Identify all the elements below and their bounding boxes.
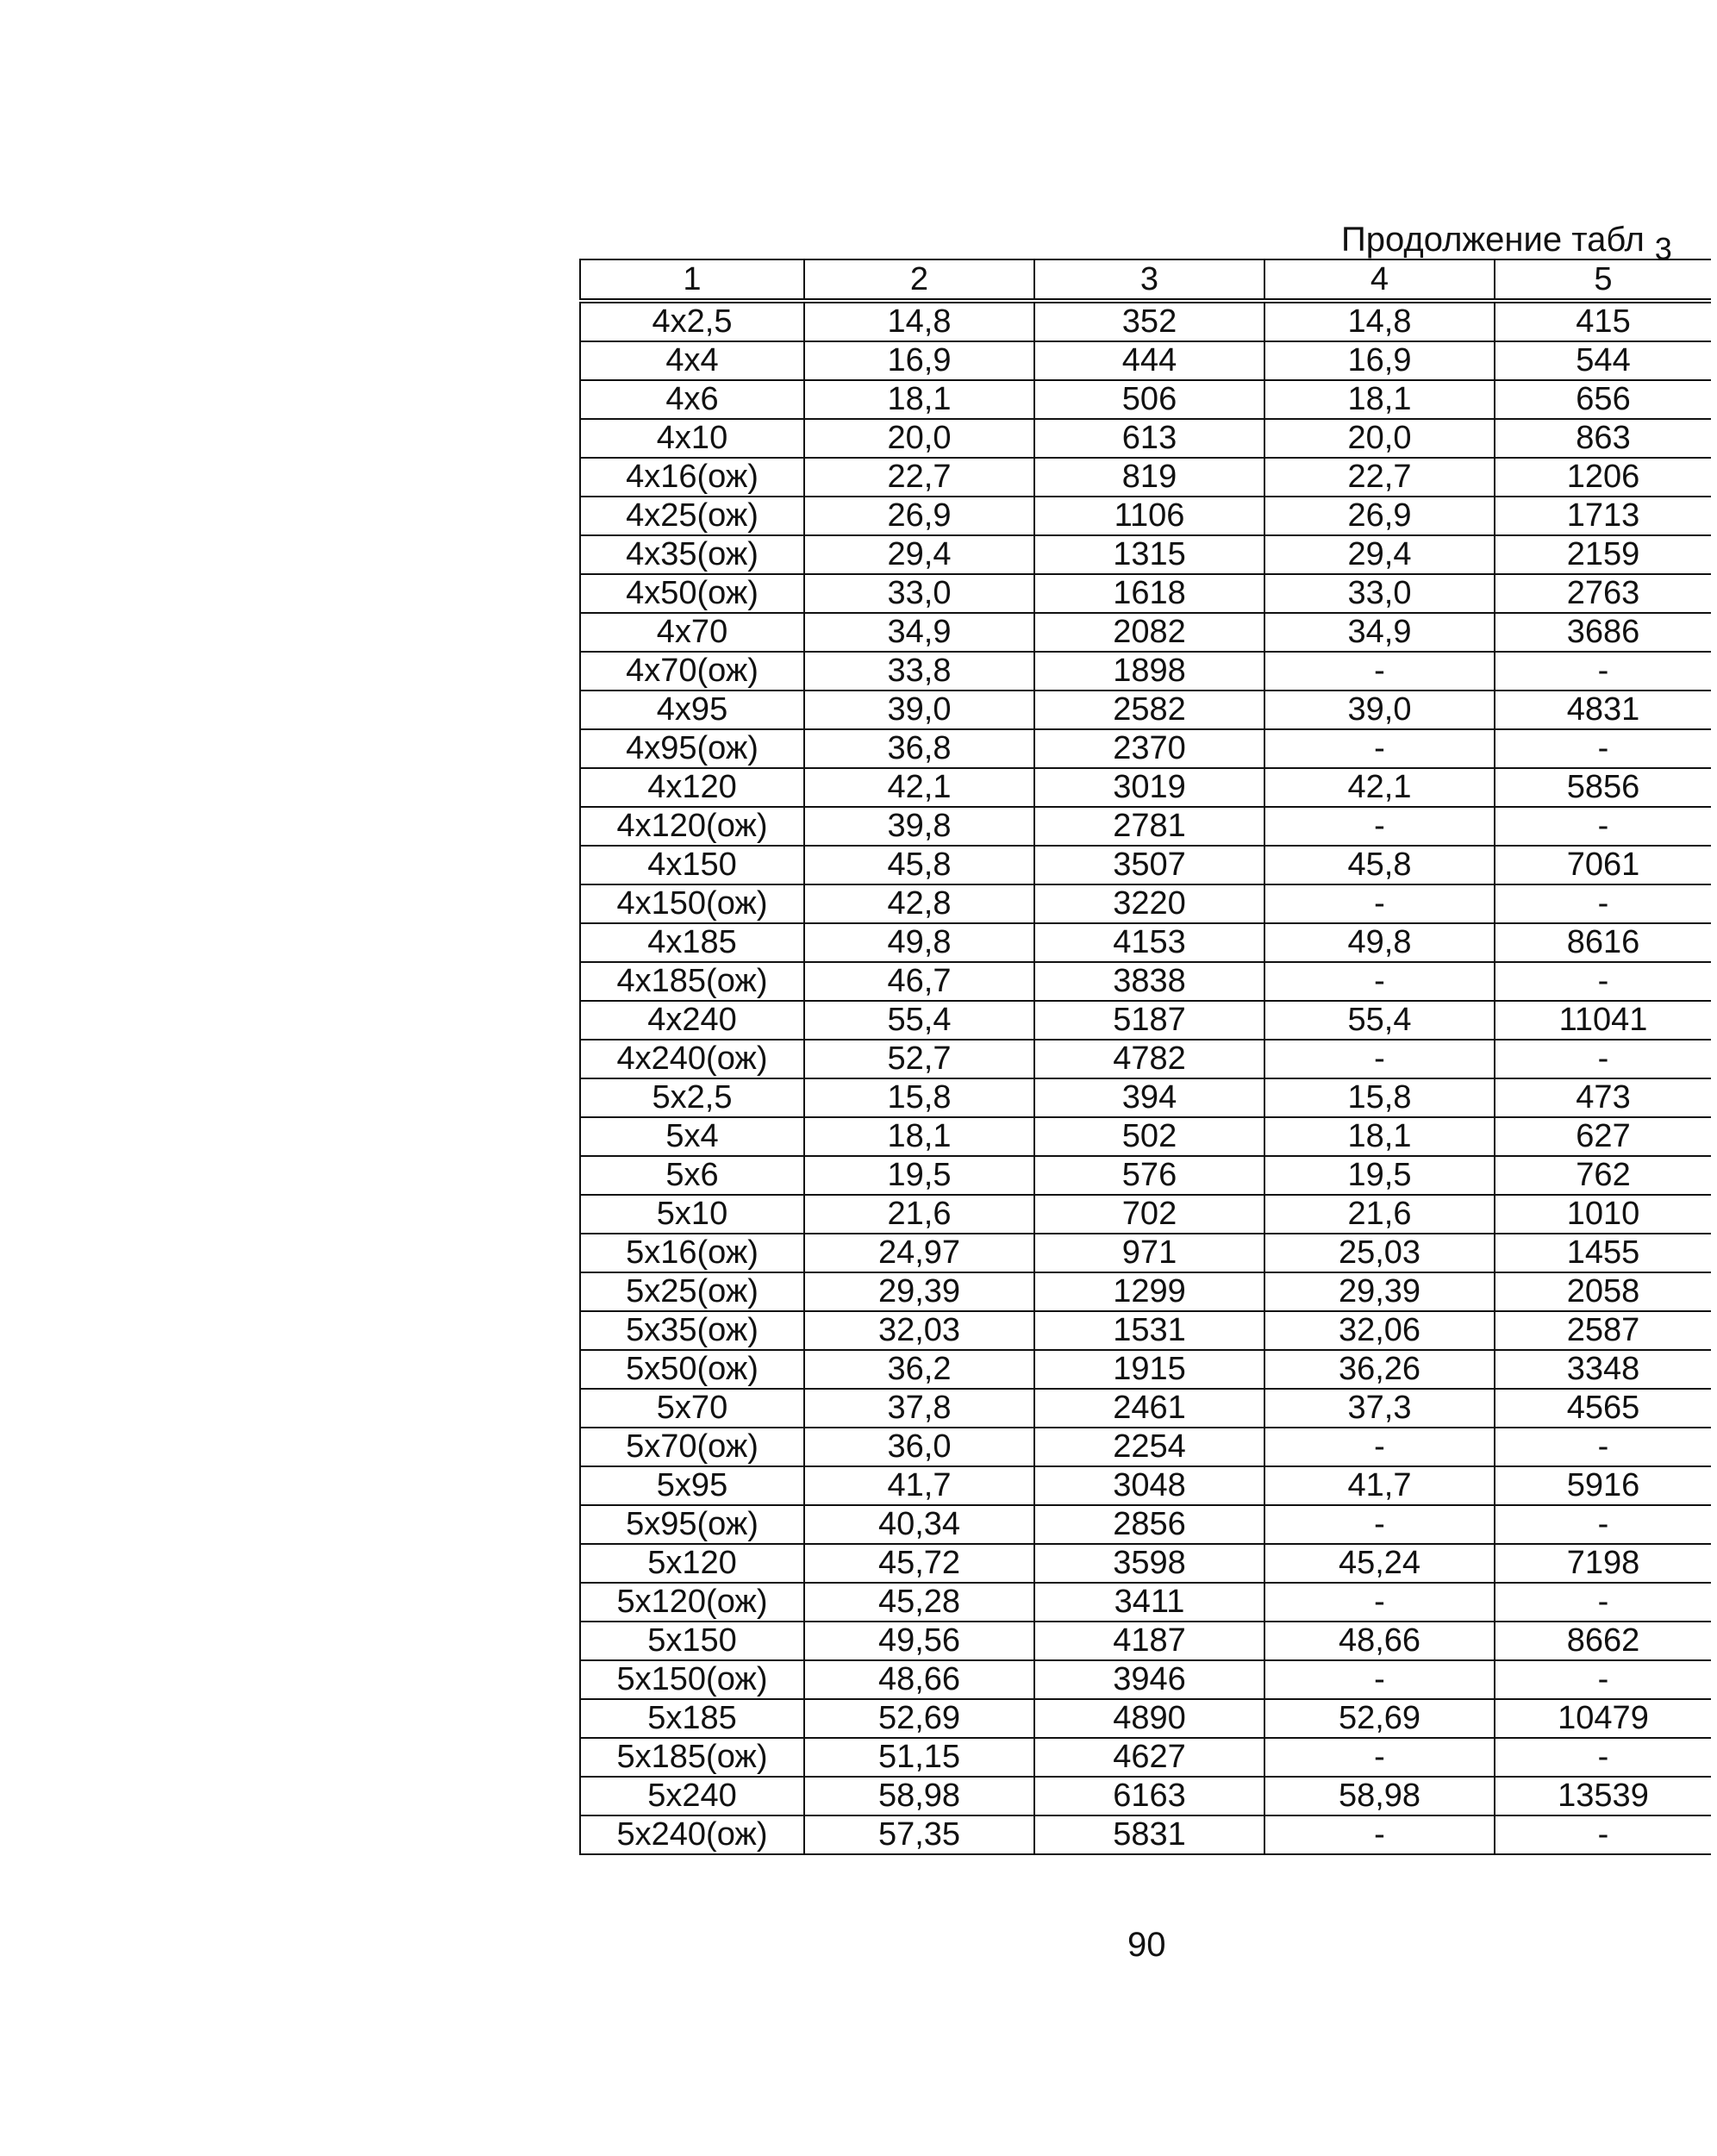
table-cell: 4x150(ож): [580, 884, 804, 923]
table-row: [580, 768, 1711, 807]
table-cell: -: [1264, 729, 1495, 768]
table-cell: 45,8: [1264, 846, 1495, 884]
table-cell: 3507: [1034, 846, 1264, 884]
table-cell: 5856: [1495, 768, 1711, 807]
table-cell: 40,34: [804, 1505, 1034, 1544]
table-cell: 45,72: [804, 1544, 1034, 1583]
table-row: [580, 1078, 1711, 1117]
table-row: [580, 613, 1711, 652]
table-cell: 49,8: [804, 923, 1034, 962]
table-row: [580, 497, 1711, 535]
table-cell: 2159: [1495, 535, 1711, 574]
table-cell: 4x120: [580, 768, 804, 807]
table-row: [580, 1428, 1711, 1466]
table-cell: 3019: [1034, 768, 1264, 807]
table-cell: -: [1264, 1505, 1495, 1544]
table-cell: 5x70(ож): [580, 1428, 804, 1466]
table-cell: -: [1495, 1428, 1711, 1466]
table-cell: -: [1495, 652, 1711, 691]
table-cell: 2058: [1495, 1272, 1711, 1311]
table-row: [580, 1699, 1711, 1738]
table-cell: -: [1264, 1040, 1495, 1078]
table-header: [580, 259, 1711, 301]
table-cell: 656: [1495, 380, 1711, 419]
table-caption: [1341, 219, 1672, 266]
table-cell: -: [1495, 1505, 1711, 1544]
table-cell: 29,39: [1264, 1272, 1495, 1311]
table-row: [580, 1583, 1711, 1622]
table-cell: 4x2,5: [580, 301, 804, 341]
table-row: [580, 1040, 1711, 1078]
table-cell: 2370: [1034, 729, 1264, 768]
table-row: [580, 341, 1711, 380]
table-cell: 5x240(ож): [580, 1815, 804, 1854]
table-cell: -: [1264, 884, 1495, 923]
table-cell: -: [1264, 962, 1495, 1001]
table-cell: 29,4: [1264, 535, 1495, 574]
header-cell-1: 1: [580, 259, 804, 301]
table-cell: 544: [1495, 341, 1711, 380]
table-cell: 18,1: [1264, 1117, 1495, 1156]
table-cell: 5x10: [580, 1195, 804, 1234]
table-cell: 34,9: [804, 613, 1034, 652]
table-cell: 3411: [1034, 1583, 1264, 1622]
table-cell: 39,0: [1264, 691, 1495, 729]
table-cell: 502: [1034, 1117, 1264, 1156]
table-cell: 20,0: [804, 419, 1034, 458]
table-row: [580, 380, 1711, 419]
table-cell: 52,69: [804, 1699, 1034, 1738]
table-cell: 52,7: [804, 1040, 1034, 1078]
table-cell: 4x240(ож): [580, 1040, 804, 1078]
table-cell: 394: [1034, 1078, 1264, 1117]
table-cell: 2582: [1034, 691, 1264, 729]
table-cell: -: [1495, 729, 1711, 768]
table-cell: 4565: [1495, 1389, 1711, 1428]
table-cell: 5916: [1495, 1466, 1711, 1505]
table-cell: 1618: [1034, 574, 1264, 613]
table-cell: 1455: [1495, 1234, 1711, 1272]
table-cell: 21,6: [804, 1195, 1034, 1234]
table-cell: 1010: [1495, 1195, 1711, 1234]
table-cell: -: [1264, 1815, 1495, 1854]
table-cell: 7198: [1495, 1544, 1711, 1583]
table-cell: 5x35(ож): [580, 1311, 804, 1350]
table-cell: -: [1264, 1738, 1495, 1777]
table-cell: 14,8: [1264, 301, 1495, 341]
table-cell: 32,06: [1264, 1311, 1495, 1350]
table-cell: -: [1495, 1738, 1711, 1777]
table-cell: 8662: [1495, 1622, 1711, 1660]
table-cell: 37,3: [1264, 1389, 1495, 1428]
table-cell: -: [1495, 807, 1711, 846]
table-cell: 7061: [1495, 846, 1711, 884]
table-cell: -: [1495, 1583, 1711, 1622]
table-cell: -: [1264, 1660, 1495, 1699]
table-cell: 14,8: [804, 301, 1034, 341]
table-cell: 3946: [1034, 1660, 1264, 1699]
table-row: [580, 1234, 1711, 1272]
table-cell: 4x4: [580, 341, 804, 380]
table-cell: 36,0: [804, 1428, 1034, 1466]
table-cell: 5x6: [580, 1156, 804, 1195]
table-row: [580, 1350, 1711, 1389]
table-cell: 4x50(ож): [580, 574, 804, 613]
table-row: [580, 535, 1711, 574]
table-row: [580, 1156, 1711, 1195]
table-row: [580, 1815, 1711, 1854]
table-cell: -: [1264, 1583, 1495, 1622]
table-row: [580, 1505, 1711, 1544]
table-cell: 20,0: [1264, 419, 1495, 458]
table-cell: 762: [1495, 1156, 1711, 1195]
table-cell: 1531: [1034, 1311, 1264, 1350]
table-caption-text: Продолжение табл: [1341, 221, 1645, 259]
table-row: [580, 1195, 1711, 1234]
header-row: [580, 259, 1711, 301]
table-cell: 4831: [1495, 691, 1711, 729]
page-number: 90: [1127, 1926, 1166, 1964]
table-cell: 2082: [1034, 613, 1264, 652]
table-cell: -: [1495, 884, 1711, 923]
table-row: [580, 1117, 1711, 1156]
table-cell: 33,8: [804, 652, 1034, 691]
table-row: [580, 923, 1711, 962]
table-cell: 5x16(ож): [580, 1234, 804, 1272]
table-cell: 58,98: [804, 1777, 1034, 1815]
table-cell: -: [1495, 962, 1711, 1001]
table-cell: 3048: [1034, 1466, 1264, 1505]
table-cell: -: [1264, 1428, 1495, 1466]
table-cell: 33,0: [804, 574, 1034, 613]
table-cell: 4x25(ож): [580, 497, 804, 535]
table-cell: 51,15: [804, 1738, 1034, 1777]
table-cell: 415: [1495, 301, 1711, 341]
table-cell: 2763: [1495, 574, 1711, 613]
table-row: [580, 458, 1711, 497]
table-cell: 1206: [1495, 458, 1711, 497]
table-cell: 5x70: [580, 1389, 804, 1428]
table-row: [580, 301, 1711, 341]
table-cell: 1898: [1034, 652, 1264, 691]
table-cell: 29,4: [804, 535, 1034, 574]
table-cell: 5x185(ож): [580, 1738, 804, 1777]
table-cell: 2461: [1034, 1389, 1264, 1428]
table-cell: 41,7: [1264, 1466, 1495, 1505]
table-cell: 4x240: [580, 1001, 804, 1040]
header-cell-4: 4: [1264, 259, 1495, 301]
table-row: [580, 1777, 1711, 1815]
header-cell-5: 5: [1495, 259, 1711, 301]
table-cell: 971: [1034, 1234, 1264, 1272]
table-cell: 5x240: [580, 1777, 804, 1815]
table-cell: 34,9: [1264, 613, 1495, 652]
table-cell: 45,8: [804, 846, 1034, 884]
table-cell: 4x10: [580, 419, 804, 458]
table-cell: 1713: [1495, 497, 1711, 535]
table-cell: 4x16(ож): [580, 458, 804, 497]
table-cell: 4x6: [580, 380, 804, 419]
table-caption-number: 3: [1654, 231, 1672, 266]
table-row: [580, 1311, 1711, 1350]
table-cell: 1299: [1034, 1272, 1264, 1311]
table-cell: 5x95(ож): [580, 1505, 804, 1544]
table-cell: 13539: [1495, 1777, 1711, 1815]
table-cell: 52,69: [1264, 1699, 1495, 1738]
table-cell: 352: [1034, 301, 1264, 341]
table-cell: 46,7: [804, 962, 1034, 1001]
table-row: [580, 1738, 1711, 1777]
table-cell: 22,7: [1264, 458, 1495, 497]
table-cell: 11041: [1495, 1001, 1711, 1040]
table-row: [580, 729, 1711, 768]
table-cell: 41,7: [804, 1466, 1034, 1505]
table-cell: 4782: [1034, 1040, 1264, 1078]
table-cell: 49,8: [1264, 923, 1495, 962]
table-cell: 4890: [1034, 1699, 1264, 1738]
table-row: [580, 1660, 1711, 1699]
table-cell: 42,8: [804, 884, 1034, 923]
table-cell: 576: [1034, 1156, 1264, 1195]
table-cell: 57,35: [804, 1815, 1034, 1854]
table-cell: 4x70: [580, 613, 804, 652]
table-row: [580, 846, 1711, 884]
table-cell: 3220: [1034, 884, 1264, 923]
table-cell: 3838: [1034, 962, 1264, 1001]
table-row: [580, 691, 1711, 729]
table-cell: 49,56: [804, 1622, 1034, 1660]
table-cell: 22,7: [804, 458, 1034, 497]
table-cell: 2587: [1495, 1311, 1711, 1350]
table-cell: 36,26: [1264, 1350, 1495, 1389]
table-cell: 4x185(ож): [580, 962, 804, 1001]
table-body: [580, 301, 1711, 1854]
table-cell: 4x150: [580, 846, 804, 884]
table-cell: -: [1264, 807, 1495, 846]
table-cell: 819: [1034, 458, 1264, 497]
table-cell: 3598: [1034, 1544, 1264, 1583]
table-row: [580, 1466, 1711, 1505]
data-table: [579, 259, 1711, 1855]
table-row: [580, 652, 1711, 691]
table-row: [580, 1001, 1711, 1040]
table-cell: 36,2: [804, 1350, 1034, 1389]
header-cell-3: 3: [1034, 259, 1264, 301]
table-cell: 39,8: [804, 807, 1034, 846]
table-cell: -: [1495, 1660, 1711, 1699]
table-cell: 4x95(ож): [580, 729, 804, 768]
table-row: [580, 419, 1711, 458]
table-cell: 4x95: [580, 691, 804, 729]
table-cell: 627: [1495, 1117, 1711, 1156]
table-cell: 4153: [1034, 923, 1264, 962]
table-row: [580, 1622, 1711, 1660]
table-cell: 32,03: [804, 1311, 1034, 1350]
table-cell: 18,1: [804, 380, 1034, 419]
table-cell: 5x2,5: [580, 1078, 804, 1117]
table-cell: 613: [1034, 419, 1264, 458]
table-cell: 5x25(ож): [580, 1272, 804, 1311]
table-row: [580, 1544, 1711, 1583]
table-cell: 29,39: [804, 1272, 1034, 1311]
table-cell: 4x185: [580, 923, 804, 962]
table-cell: 10479: [1495, 1699, 1711, 1738]
table-cell: 3686: [1495, 613, 1711, 652]
table-row: [580, 1389, 1711, 1428]
table-cell: 2856: [1034, 1505, 1264, 1544]
table-cell: -: [1495, 1815, 1711, 1854]
table-cell: 33,0: [1264, 574, 1495, 613]
table-cell: 36,8: [804, 729, 1034, 768]
table-cell: 16,9: [804, 341, 1034, 380]
table-cell: 5x50(ож): [580, 1350, 804, 1389]
table-cell: 5x4: [580, 1117, 804, 1156]
table-cell: 42,1: [804, 768, 1034, 807]
table-cell: 2254: [1034, 1428, 1264, 1466]
table-cell: 19,5: [804, 1156, 1034, 1195]
table-cell: 55,4: [1264, 1001, 1495, 1040]
table-cell: 55,4: [804, 1001, 1034, 1040]
table-cell: 2781: [1034, 807, 1264, 846]
table-cell: 863: [1495, 419, 1711, 458]
table-cell: 42,1: [1264, 768, 1495, 807]
table-cell: 15,8: [1264, 1078, 1495, 1117]
table-cell: 45,28: [804, 1583, 1034, 1622]
table-row: [580, 884, 1711, 923]
table-cell: 6163: [1034, 1777, 1264, 1815]
table-cell: 26,9: [804, 497, 1034, 535]
table-cell: 37,8: [804, 1389, 1034, 1428]
table-row: [580, 1272, 1711, 1311]
table-cell: 4x120(ож): [580, 807, 804, 846]
table-cell: 5x150(ож): [580, 1660, 804, 1699]
table-cell: 5x120(ож): [580, 1583, 804, 1622]
table-cell: 444: [1034, 341, 1264, 380]
table-cell: 5x150: [580, 1622, 804, 1660]
table-cell: 18,1: [804, 1117, 1034, 1156]
table-cell: 1915: [1034, 1350, 1264, 1389]
table-cell: 24,97: [804, 1234, 1034, 1272]
table-cell: 39,0: [804, 691, 1034, 729]
table-cell: 1315: [1034, 535, 1264, 574]
table-cell: 21,6: [1264, 1195, 1495, 1234]
table-row: [580, 807, 1711, 846]
table-cell: 5187: [1034, 1001, 1264, 1040]
table-cell: 16,9: [1264, 341, 1495, 380]
table-cell: 3348: [1495, 1350, 1711, 1389]
table-cell: 473: [1495, 1078, 1711, 1117]
table-cell: 5x95: [580, 1466, 804, 1505]
table-cell: 19,5: [1264, 1156, 1495, 1195]
table-cell: 48,66: [1264, 1622, 1495, 1660]
table-cell: 25,03: [1264, 1234, 1495, 1272]
table-cell: -: [1495, 1040, 1711, 1078]
table-cell: 506: [1034, 380, 1264, 419]
table-cell: 26,9: [1264, 497, 1495, 535]
table-cell: 4x70(ож): [580, 652, 804, 691]
table-cell: -: [1264, 652, 1495, 691]
table-cell: 5831: [1034, 1815, 1264, 1854]
table-cell: 5x120: [580, 1544, 804, 1583]
table-cell: 4x35(ож): [580, 535, 804, 574]
table-cell: 1106: [1034, 497, 1264, 535]
table-cell: 5x185: [580, 1699, 804, 1738]
table-cell: 702: [1034, 1195, 1264, 1234]
table-cell: 45,24: [1264, 1544, 1495, 1583]
header-cell-2: 2: [804, 259, 1034, 301]
table-row: [580, 962, 1711, 1001]
table-row: [580, 574, 1711, 613]
table-cell: 48,66: [804, 1660, 1034, 1699]
table-cell: 4187: [1034, 1622, 1264, 1660]
table-cell: 4627: [1034, 1738, 1264, 1777]
table-cell: 15,8: [804, 1078, 1034, 1117]
table-cell: 58,98: [1264, 1777, 1495, 1815]
table-cell: 18,1: [1264, 380, 1495, 419]
table-cell: 8616: [1495, 923, 1711, 962]
